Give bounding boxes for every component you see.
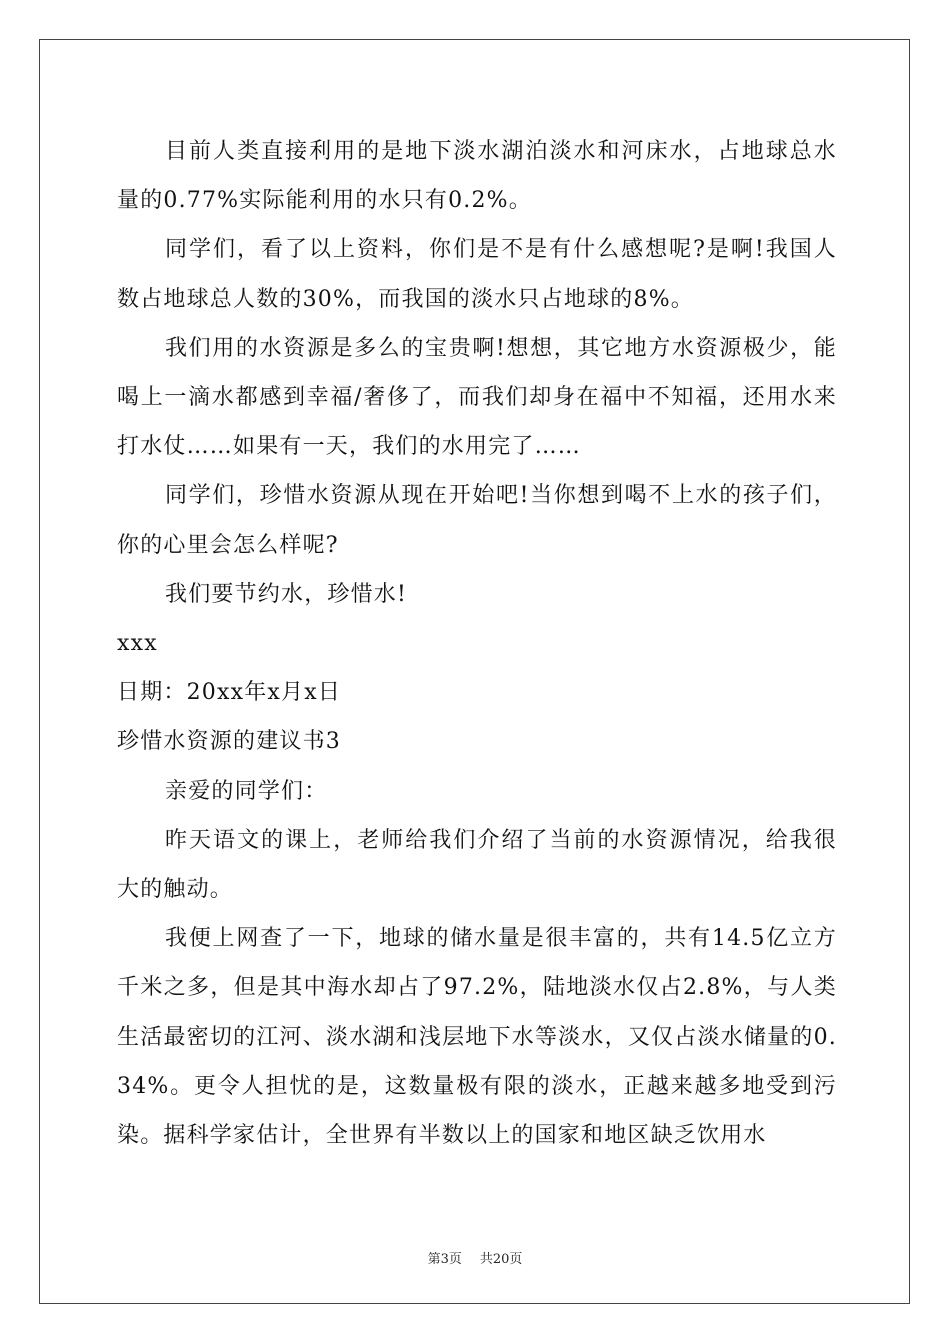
paragraph-5: 我们要节约水，珍惜水! — [165, 581, 408, 607]
paragraph-2: 同学们，看了以上资料，你们是不是有什么感想呢?是啊!我国人数占地球总人数的30%，而我国的淡水只占地球的8%。 — [117, 237, 837, 312]
page-footer — [0, 1248, 950, 1267]
page-number: 第3页 — [427, 1252, 462, 1267]
section-title: 珍惜水资源的建议书3 — [117, 729, 341, 755]
paragraph-6: 昨天语文的课上，老师给我们介绍了当前的水资源情况，给我很大的触动。 — [117, 827, 837, 903]
salutation: 亲爱的同学们： — [165, 778, 328, 804]
paragraph-1: 目前人类直接利用的是地下淡水湖泊淡水和河床水，占地球总水量的0.77%实际能利用的水只有0.2%。 — [117, 139, 837, 214]
document-body — [117, 127, 837, 1160]
paragraph-7: 我便上网查了一下，地球的储水量是很丰富的，共有14.5亿立方千米之多，但是其中海水却占了97.2%，陆地淡水仅占2.8%，与人类生活最密切的江河、淡水湖和浅层地下水等淡水，又仅占淡水储量的0.34%。更令人担忧的是，这数量极有限的淡水，正越来越多地受到污染。据科学家估计，全世界有半数以上的国家和地区缺乏饮用水 — [117, 926, 837, 1149]
paragraph-4: 同学们，珍惜水资源从现在开始吧!当你想到喝不上水的孩子们，你的心里会怎么样呢? — [117, 483, 837, 558]
date-line: 日期：20xx年x月x日 — [117, 680, 342, 706]
paragraph-3: 我们用的水资源是多么的宝贵啊!想想，其它地方水资源极少，能喝上一滴水都感到幸福/奢侈了，而我们却身在福中不知福，还用水来打水仗……如果有一天，我们的水用完了…… — [117, 335, 837, 460]
page-total: 共20页 — [479, 1252, 523, 1267]
signature-line: xxx — [117, 631, 158, 657]
